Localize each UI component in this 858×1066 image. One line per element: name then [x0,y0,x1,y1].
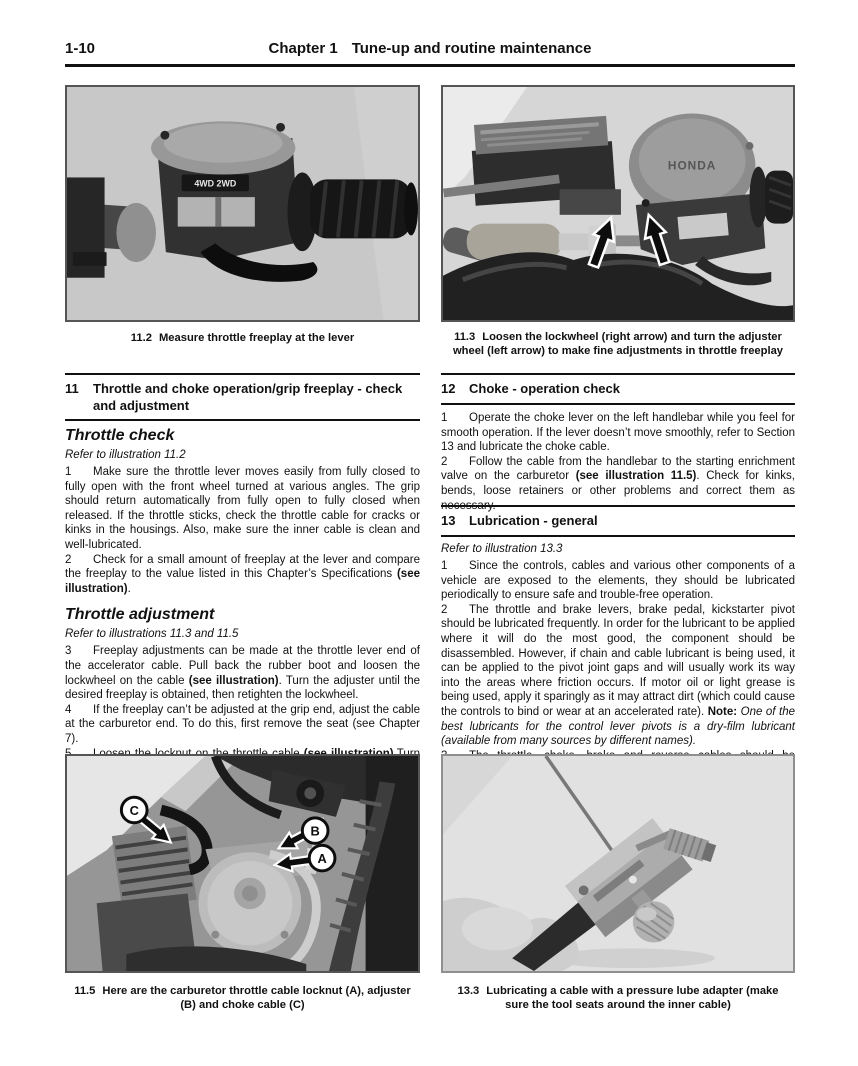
paragraph-12-1: 1 Operate the choke lever on the left handlebar while you feel for smooth operation. If the lever doesn’t move smoothly, refer to Section 13 and lubricate the choke cable. [441,412,795,454]
throttle-housing [151,121,298,260]
caption-text: Loosen the lockwheel (right arrow) and turn the adjuster wheel (left arrow) to make fine adjustments in throttle freeplay [452,331,784,357]
section-number: 11 [65,381,79,396]
caption-text: Lubricating a cable with a pressure lube adapter (make sure the tool seats around the inner cable) [486,985,779,1011]
section-12-heading [441,373,795,405]
page-number: 1-10 [65,40,96,57]
paragraph-11-4: 4 If the freeplay can’t be adjusted at the grip end, adjust the cable at the carburetor end. To do this, first remove the seat (see Chapter 7). [65,703,420,745]
callout-c [121,797,147,823]
handlebar-grip [765,171,793,224]
callout-a-letter: A [317,851,327,866]
carburetor-photo-illustration [67,756,418,971]
section-12-body [441,411,795,513]
paragraph-11-2: 2 Check for a small amount of freeplay at the lever and compare the freeplay to the value listed in this Chapter’s Specifications (see illustration). [65,553,420,595]
lube-adapter-photo-illustration [443,756,793,971]
paragraph-11-1: 1 Make sure the throttle lever moves easily from fully closed to fully open with the front wheel turned at various angles. The grip should return automatically from fully open to fully closed when released. If the throttle sticks, check the throttle cable for cracks or kinks in the housings. Also, make sure the inner cable is clean and well-lubricated. [65,466,420,551]
brand-embossed-text: HONDA [667,158,717,173]
refer-line: Refer to illustration 11.2 [65,449,186,461]
callout-b [302,818,328,844]
section-title: Lubrication - general [469,513,598,528]
figure-11-3-caption [441,330,795,358]
caption-text: Here are the carburetor throttle cable locknut (A), adjuster (B) and choke cable (C) [102,985,411,1011]
header-rule [65,64,795,67]
section-11-body [65,426,420,776]
callout-c-letter: C [129,802,139,818]
lockwheel-adjuster-photo-illustration [443,87,793,320]
refer-line: Refer to illustrations 11.3 and 11.5 [65,628,239,641]
figure-13-3-photo [441,754,795,973]
callout-a [309,845,335,871]
chapter-heading [65,40,795,57]
chapter-title: Tune-up and routine maintenance [351,40,592,57]
figure-11-2-caption [65,331,420,345]
callout-b-letter: B [310,823,320,839]
section-number: 13 [441,513,456,528]
section-13-body [441,542,795,778]
grip-flange [749,167,767,228]
caption-number: 11.2 [130,332,152,344]
figure-11-5-photo [65,754,420,973]
handlebar-grip [310,179,418,238]
caption-number: 11.3 [454,331,476,343]
paragraph-12-2: 2 Follow the cable from the handlebar to the starting enrichment valve on the carburetor (see illustration 11.5). Check for kinks, bends, loose retainers or other problems and correct them as necessary. [441,455,795,512]
caption-text: Measure throttle freeplay at the lever [158,332,355,344]
throttle-check-heading: Throttle check [65,427,175,444]
figure-11-2-photo [65,85,420,322]
paragraph-11-3: 3 Freeplay adjustments can be made at the throttle lever end of the accelerator cable. Pull back the rubber boot and loosen the lockwheel on the cable (see illustration). Turn the adjuster until the desired freeplay is obtained, then retighten the lockwheel. [65,645,420,702]
paragraph-13-1: 1 Since the controls, cables and various other components of a vehicle are exposed to the elements, they should be lubricated periodically to ensure safe and trouble-free operation. [441,560,795,602]
section-title: Throttle and choke operation/grip freeplay - check and adjustment [93,381,403,413]
section-11-heading [65,373,420,421]
section-title: Choke - operation check [469,381,620,396]
refer-line: Refer to illustration 13.3 [441,543,563,555]
section-number: 12 [441,381,456,396]
section-13-heading [441,505,795,537]
figure-11-3-photo [441,85,795,322]
throttle-adjustment-heading: Throttle adjustment [65,606,215,624]
selector-label-text: 4WD 2WD [194,178,237,189]
chapter-label: Chapter 1 [268,40,338,57]
page-header [65,40,795,60]
caption-number: 11.5 [74,985,96,997]
paragraph-13-2: 2 The throttle and brake levers, brake pedal, kickstarter pivot should be lubricated frequently. In order for the lubricant to be applied where it will do the most good, the component should be disassembled. However, if chain and cable lubricant is being used, it can be applied to the pivot joint gaps and will usually work its way into the areas where friction occurs. If motor oil or light grease is being used, apply it sparingly as it may attract dirt (which could cause the controls to bind or wear at an accelerated rate). Note: One of the best lubricants for the control lever pivots is a dry-film lubricant (available from many sources by different names). [441,603,795,748]
clamp [560,189,621,215]
figure-13-3-caption [441,984,795,1012]
throttle-lever-photo-illustration [67,87,418,320]
figure-11-5-caption [65,984,420,1012]
caption-number: 13.3 [457,985,480,997]
